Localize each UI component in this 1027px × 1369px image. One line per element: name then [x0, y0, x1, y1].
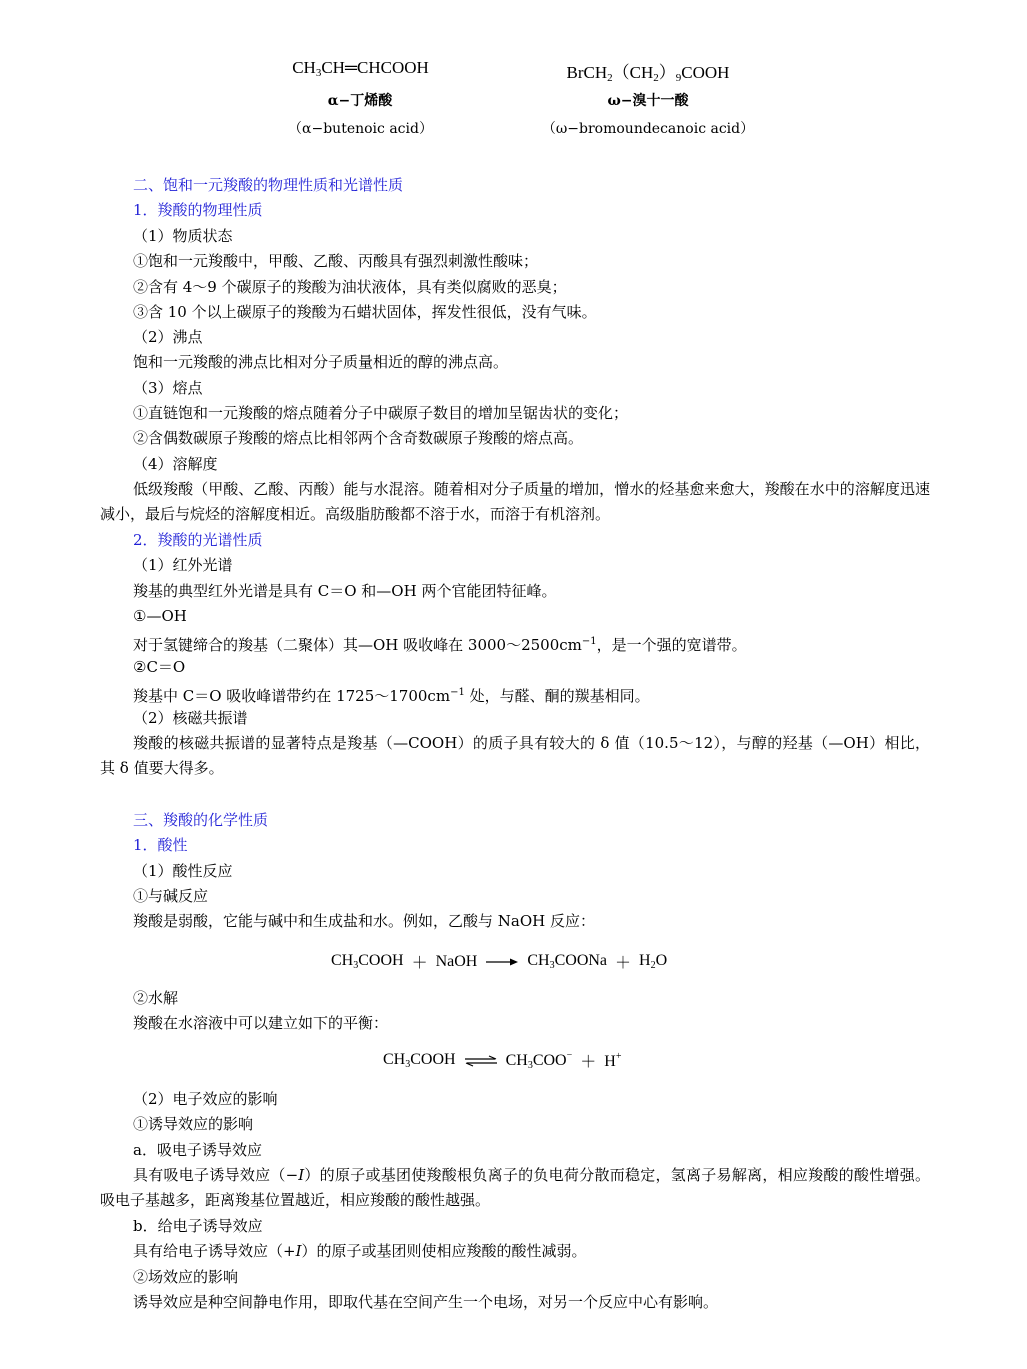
- melting-point-item-1: ①直链饱和一元羧酸的熔点随着分子中碳原子数目的增加呈锯齿状的变化；: [133, 404, 629, 422]
- nmr-text: 羧酸的核磁共振谱的显著特点是羧基（—COOH）的质子具有较大的 δ 值（10.5～12），与醇的羟基（—OH）相比，其 δ 值要大得多。: [100, 734, 930, 778]
- donating-effect-title: b．给电子诱导效应: [133, 1217, 263, 1235]
- name-en-butenoic-acid: （α−butenoic acid）: [288, 121, 433, 137]
- boiling-point-title: （2）沸点: [133, 328, 203, 346]
- co-text: 羧基中 C＝O 吸收峰谱带约在 $1725\sim 1700cm^{-1}$ 处，与醛、酮的羰基相同。: [133, 687, 650, 705]
- nmr-title: （2）核磁共振谱: [133, 709, 248, 727]
- base-reaction-text: 羧酸是弱酸，它能与碱中和生成盐和水。例如，乙酸与 NaOH 反应：: [133, 912, 595, 930]
- state-title: （1）物质状态: [133, 227, 233, 245]
- formula-butenoic-acid: $CH_3CH═CHCOOH$: [292, 58, 429, 79]
- ir-text: 羧基的典型红外光谱是具有 C＝O 和—OH 两个官能团特征峰。: [133, 582, 557, 600]
- ir-title: （1）红外光谱: [133, 556, 233, 574]
- subsection-2-1-heading: 1．羧酸的物理性质: [133, 201, 263, 219]
- name-en-bromoundecanoic-acid: （ω−bromoundecanoic acid）: [541, 121, 755, 137]
- withdrawing-effect-text: 具有吸电子诱导效应（−I）的原子或基团使羧酸根负离子的负电荷分散而稳定，氢离子易解离，相应羧酸的酸性增强。吸电子基越多，距离羧基位置越近，相应羧酸的酸性越强。: [100, 1166, 930, 1210]
- field-effect-title: ②场效应的影响: [133, 1268, 239, 1286]
- inductive-effect-title: ①诱导效应的影响: [133, 1115, 254, 1133]
- hydrolysis-title: ②水解: [133, 989, 179, 1007]
- melting-point-title: （3）熔点: [133, 379, 203, 397]
- name-cn-bromoundecanoic-acid: ω−溴十一酸: [607, 93, 689, 109]
- boiling-point-text: 饱和一元羧酸的沸点比相对分子质量相近的醇的沸点高。: [133, 353, 509, 371]
- state-item-2: ②含有 4～9 个碳原子的羧酸为油状液体，具有类似腐败的恶臭；: [133, 278, 567, 296]
- oh-title: ①—OH: [133, 607, 187, 625]
- state-item-3: ③含 10 个以上碳原子的羧酸为石蜡状固体，挥发性很低，没有气味。: [133, 303, 597, 321]
- equation-neutralization: $CH_3COOH$ ＋ NaOH $CH_3COONa$ ＋ $H_2O$: [331, 952, 668, 972]
- electronic-effect-title: （2）电子效应的影响: [133, 1090, 278, 1108]
- equilibrium-arrow-icon: [464, 1055, 498, 1067]
- base-reaction-title: ①与碱反应: [133, 887, 209, 905]
- oh-text: 对于氢键缔合的羧基（二聚体）其—OH 吸收峰在 $3000\sim 2500cm^{-1}$，是一个强的宽谱带。: [133, 636, 747, 654]
- withdrawing-effect-title: a．吸电子诱导效应: [133, 1141, 262, 1159]
- acid-reaction-title: （1）酸性反应: [133, 862, 233, 880]
- melting-point-item-2: ②含偶数碳原子羧酸的熔点比相邻两个含奇数碳原子羧酸的熔点高。: [133, 429, 584, 447]
- subsection-3-1-heading: 1．酸性: [133, 836, 188, 854]
- field-effect-text: 诱导效应是种空间静电作用，即取代基在空间产生一个电场，对另一个反应中心有影响。: [133, 1293, 719, 1311]
- equation-equilibrium: $CH_3COOH$ $CH_3COO^-$ ＋ H+: [383, 1050, 622, 1071]
- reaction-arrow-icon: [485, 956, 519, 968]
- co-title: ②C＝O: [133, 658, 186, 676]
- section-2-heading: 二、饱和一元羧酸的物理性质和光谱性质: [133, 176, 404, 194]
- formula-bromoundecanoic-acid: $BrCH_2(CH_2)_9COOH$: [566, 63, 730, 84]
- name-cn-butenoic-acid: α−丁烯酸: [327, 93, 393, 109]
- solubility-title: （4）溶解度: [133, 455, 218, 473]
- section-3-heading: 三、羧酸的化学性质: [133, 811, 269, 829]
- state-item-1: ①饱和一元羧酸中，甲酸、乙酸、丙酸具有强烈刺激性酸味；: [133, 252, 539, 270]
- hydrolysis-text: 羧酸在水溶液中可以建立如下的平衡：: [133, 1014, 389, 1032]
- donating-effect-text: 具有给电子诱导效应（+I）的原子或基团则使相应羧酸的酸性减弱。: [133, 1242, 587, 1260]
- subsection-2-2-heading: 2．羧酸的光谱性质: [133, 531, 263, 549]
- solubility-text: 低级羧酸（甲酸、乙酸、丙酸）能与水混溶。随着相对分子质量的增加，憎水的烃基愈来愈大，羧酸在水中的溶解度迅速减小，最后与烷烃的溶解度相近。高级脂肪酸都不溶于水，而溶于有机溶剂。: [100, 480, 930, 524]
